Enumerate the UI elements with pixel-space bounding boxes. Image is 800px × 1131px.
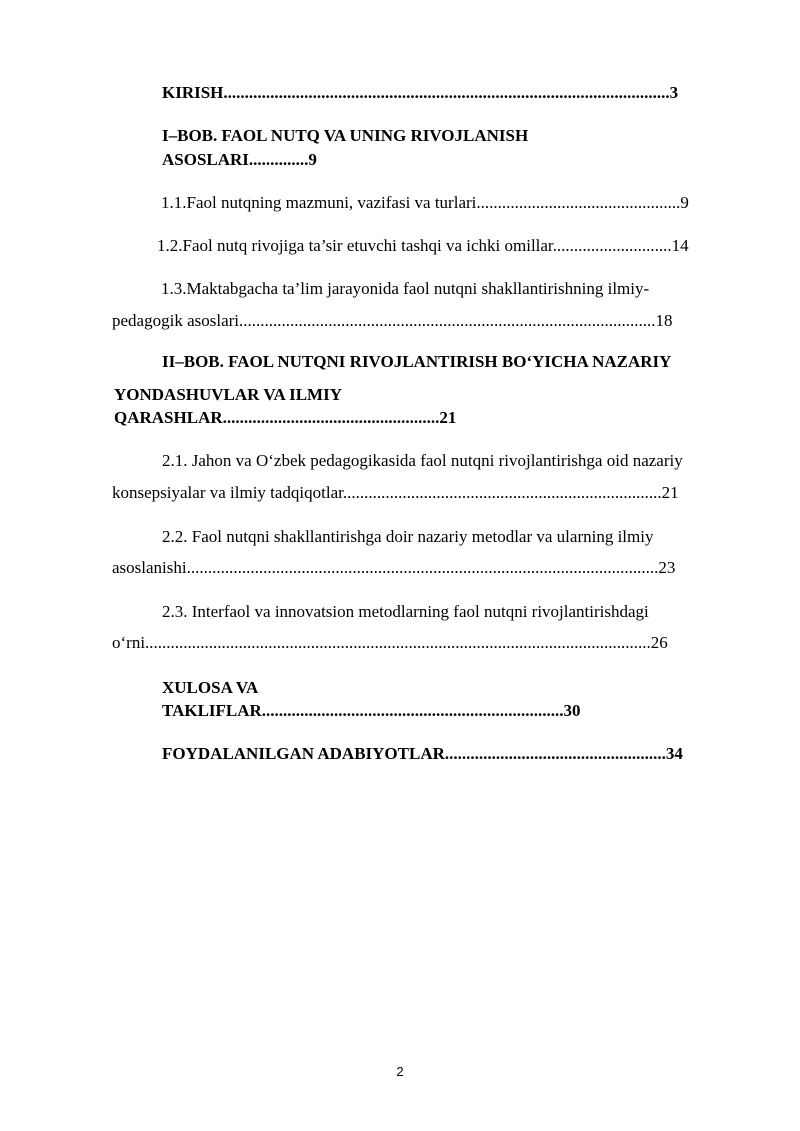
toc-section-2-3-cont: o‘rni.......................................................................................................................26 <box>112 633 668 652</box>
toc-chapter-1-title-cont: ASOSLARI..............9 <box>162 150 317 169</box>
toc-entry-xulosa: XULOSA VA <box>162 678 259 697</box>
page-number: 2 <box>396 1064 404 1079</box>
toc-section-2-1-cont: konsepsiyalar va ilmiy tadqiqotlar...........................................................................21 <box>112 483 679 502</box>
toc-section-2-1: 2.1. Jahon va O‘zbek pedagogikasida faol nutqni rivojlantirishga oid nazariy <box>162 451 683 470</box>
toc-entry-kirish: KIRISH.........................................................................................................3 <box>162 83 679 102</box>
toc-entry-xulosa-cont: TAKLIFLAR.......................................................................30 <box>162 701 581 720</box>
toc-section-2-3: 2.3. Interfaol va innovatsion metodlarning faol nutqni rivojlantirishdagi <box>162 602 649 621</box>
toc-section-1-3-cont: pedagogik asoslari..................................................................................................18 <box>112 311 673 330</box>
toc-chapter-1-title: I–BOB. FAOL NUTQ VA UNING RIVOJLANISH <box>162 126 529 145</box>
toc-section-1-3: 1.3.Maktabgacha ta’lim jarayonida faol nutqni shakllantirishning ilmiy- <box>161 279 650 298</box>
toc-section-2-2: 2.2. Faol nutqni shakllantirishga doir nazariy metodlar va ularning ilmiy <box>162 527 654 546</box>
toc-section-1-1: 1.1.Faol nutqning mazmuni, vazifasi va turlari................................................9 <box>161 193 689 212</box>
toc-section-1-2: 1.2.Faol nutq rivojiga ta’sir etuvchi tashqi va ichki omillar............................14 <box>157 236 689 255</box>
toc-section-2-2-cont: asoslanishi...............................................................................................................23 <box>112 558 676 577</box>
toc-chapter-2-title-cont: YONDASHUVLAR VA ILMIY <box>114 385 342 404</box>
toc-chapter-2-title: II–BOB. FAOL NUTQNI RIVOJLANTIRISH BO‘YICHA NAZARIY <box>162 352 672 371</box>
toc-chapter-2-title-cont2: QARASHLAR...................................................21 <box>114 408 457 427</box>
toc-entry-foydalanilgan-adabiyotlar: FOYDALANILGAN ADABIYOTLAR....................................................34 <box>162 744 683 763</box>
